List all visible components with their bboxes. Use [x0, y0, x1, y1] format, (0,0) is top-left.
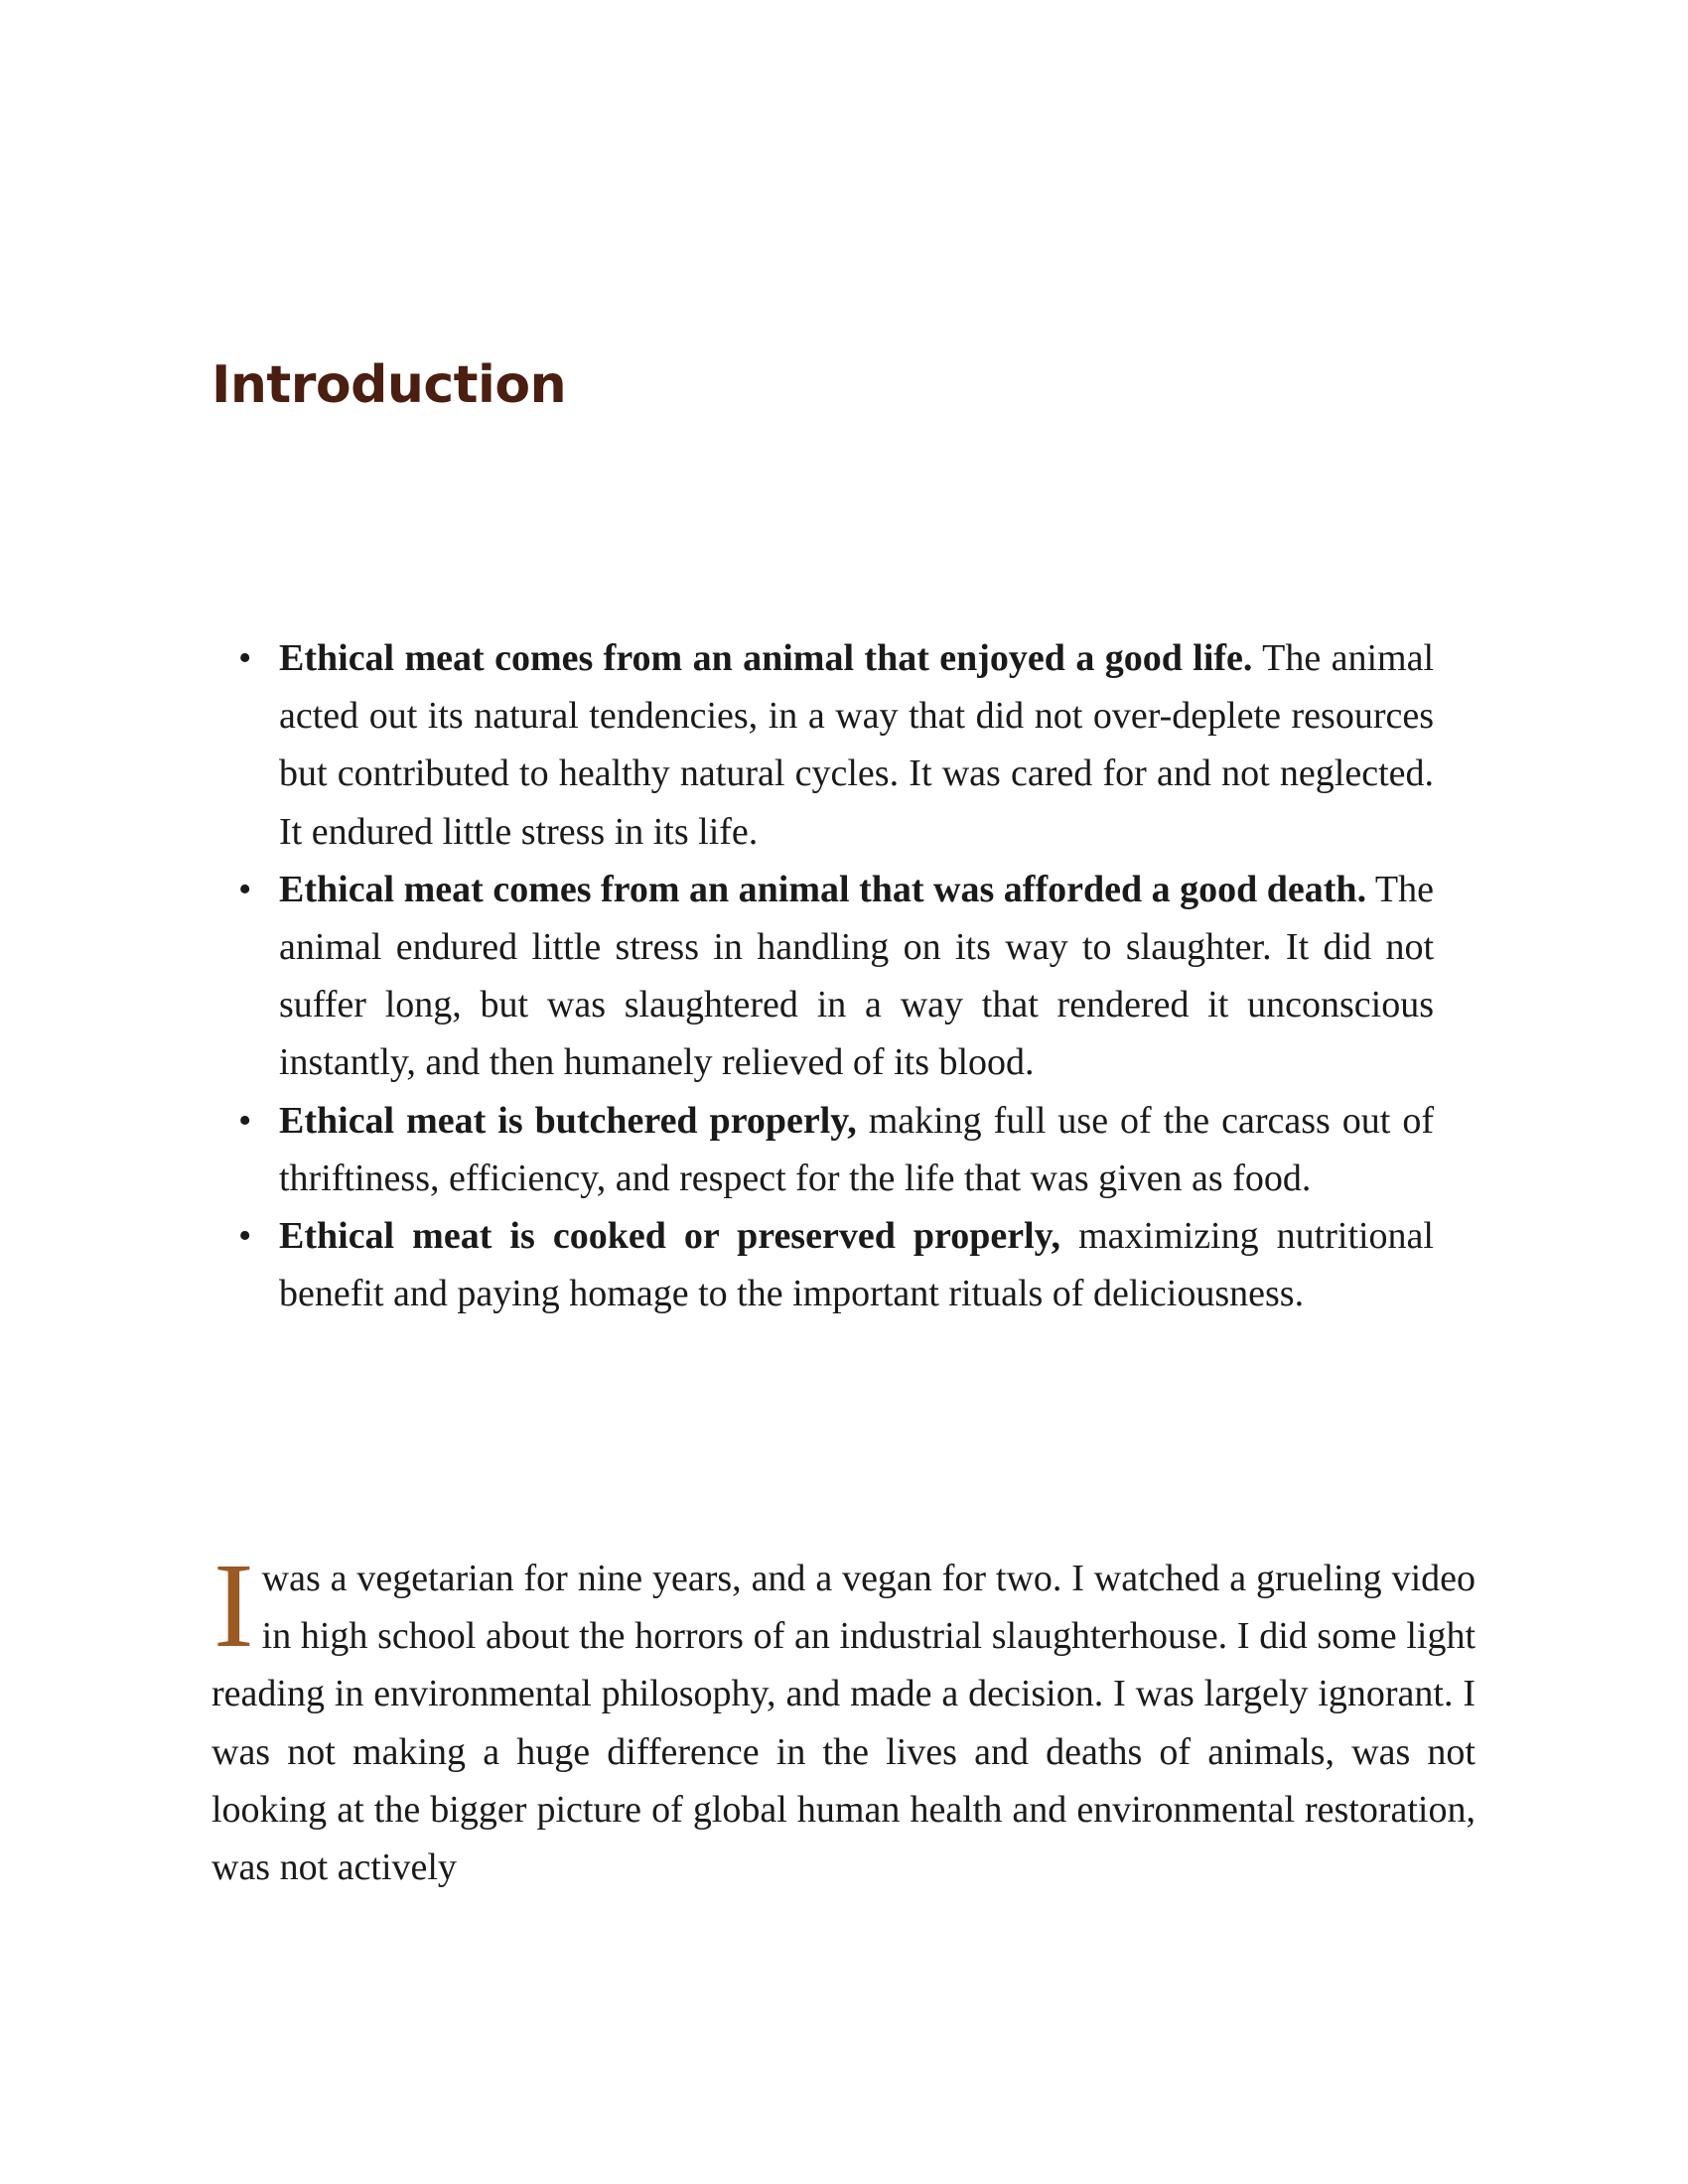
principle-lead: Ethical meat is cooked or preserved properly, [279, 1215, 1061, 1258]
body-paragraph [211, 1539, 1476, 1896]
bullet-icon: • [238, 1099, 252, 1142]
principle-text: making full use of the carcass out of thriftiness, efficiency, and respect for the life that was given as food. [279, 1099, 1434, 1199]
principle-text: The animal acted out its natural tendencies, in a way that did not over-deplete resources but contributed to healthy natural cycles. It was cared for and not neglected. It endured little stress in its life. [279, 637, 1435, 853]
principle-text: maximizing nutritional benefit and paying homage to the important rituals of deliciousness. [279, 1215, 1434, 1315]
list-item [238, 629, 1434, 861]
list-item [238, 1092, 1434, 1207]
principle-text: The animal endured little stress in handling on its way to slaughter. It did not suffer long, but was slaughtered in a way that rendered it unconscious instantly, and then humanely relieved of its blood. [279, 868, 1434, 1084]
drop-cap: I [213, 1539, 254, 1673]
bullet-icon: • [238, 637, 252, 679]
principle-lead: Ethical meat is butchered properly, [279, 1099, 857, 1142]
ethical-meat-principles-list [238, 629, 1434, 1322]
principle-lead: Ethical meat comes from an animal that enjoyed a good life. [279, 637, 1253, 679]
bullet-icon: • [238, 868, 252, 910]
body-paragraph-text: was a vegetarian for nine years, and a vegan for two. I watched a grueling video in high school about the horrors of an industrial slaughterhouse. I did some light reading in environmental philosophy, and made a decision. I was largely ignorant. I was not making a huge difference in the lives and deaths of animals, was not looking at the bigger picture of global human health and environmental restoration, was not actively [211, 1558, 1476, 1889]
list-item [238, 861, 1434, 1092]
list-item [238, 1207, 1434, 1322]
bullet-icon: • [238, 1215, 252, 1258]
chapter-title: Introduction [211, 355, 567, 415]
principle-lead: Ethical meat comes from an animal that was afforded a good death. [279, 868, 1367, 910]
